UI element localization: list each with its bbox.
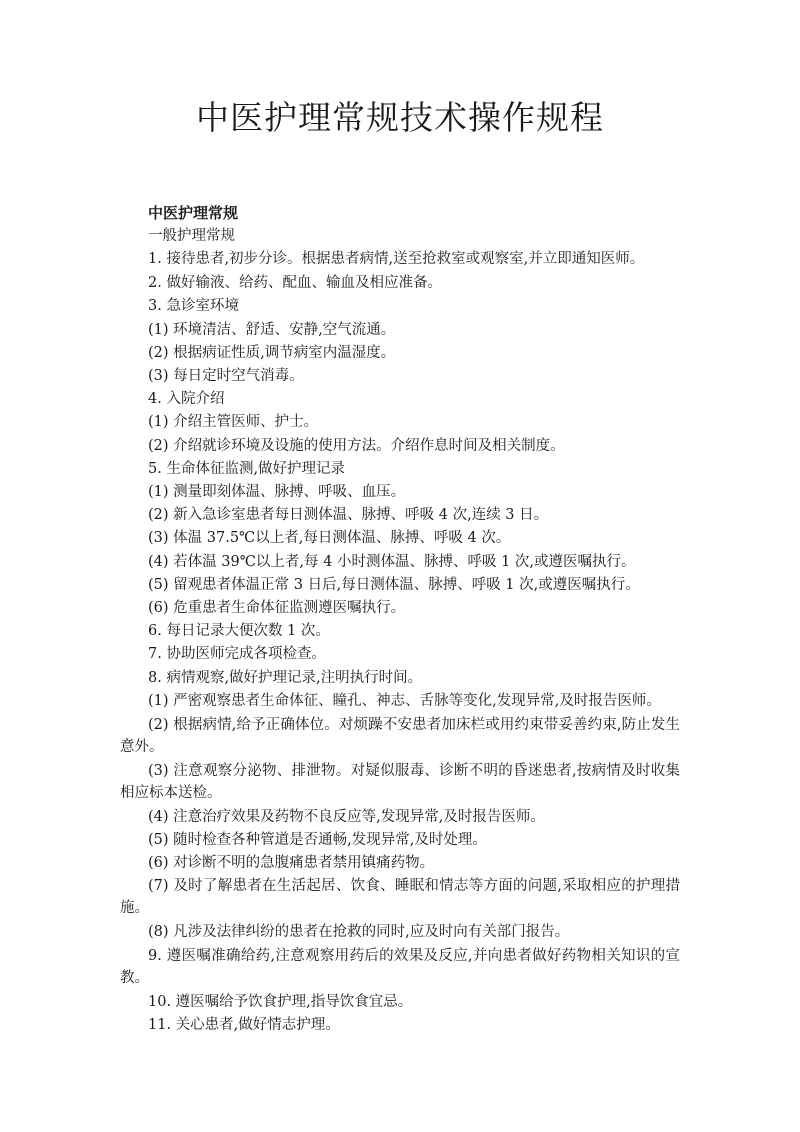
subsection-heading: 一般护理常规 (148, 228, 235, 244)
list-item: (6) 危重患者生命体征监测遵医嘱执行。 (148, 600, 406, 617)
section-heading: 中医护理常规 (148, 204, 239, 222)
list-item: (6) 对诊断不明的急腹痛患者禁用镇痛药物。 (148, 855, 435, 872)
list-item: (1) 测量即刻体温、脉搏、呼吸、血压。 (148, 484, 406, 501)
list-item: (4) 注意治疗效果及药物不良反应等,发现异常,及时报告医师。 (148, 808, 545, 825)
list-item: 4. 入院介绍 (148, 391, 225, 408)
list-item: (7) 及时了解患者在生活起居、饮食、睡眠和情志等方面的问题,采取相应的护理措施。 (120, 878, 680, 917)
list-item: (2) 介绍就诊环境及设施的使用方法。介绍作息时间及相关制度。 (148, 437, 565, 454)
list-item: 11. 关心患者,做好情志护理。 (148, 1016, 340, 1033)
list-item: (2) 根据病情,给予正确体位。对烦躁不安患者加床栏或用约束带妥善约束,防止发生意外。 (120, 716, 680, 755)
list-item: (5) 留观患者体温正常 3 日后,每日测体温、脉搏、呼吸 1 次,或遵医嘱执行。 (148, 576, 640, 593)
list-item: 6. 每日记录大便次数 1 次。 (148, 623, 330, 640)
list-item: (2) 根据病证性质,调节病室内温湿度。 (148, 344, 396, 361)
list-item: (1) 严密观察患者生命体征、瞳孔、神志、舌脉等变化,发现异常,及时报告医师。 (148, 692, 661, 709)
list-item: (3) 体温 37.5℃以上者,每日测体温、脉搏、呼吸 4 次。 (148, 530, 511, 547)
list-item: 10. 遵医嘱给予饮食护理,指导饮食宜忌。 (148, 993, 413, 1010)
list-item: (2) 新入急诊室患者每日测体温、脉搏、呼吸 4 次,连续 3 日。 (148, 507, 549, 524)
list-item: (5) 随时检查各种管道是否通畅,发现异常,及时处理。 (148, 832, 487, 849)
list-item: (3) 注意观察分泌物、排泄物。对疑似服毒、诊断不明的昏迷患者,按病情及时收集相应标本送检。 (120, 762, 680, 801)
list-item: 5. 生命体征监测,做好护理记录 (148, 460, 346, 477)
list-item: (1) 环境清洁、舒适、安静,空气流通。 (148, 321, 396, 338)
list-item: 9. 遵医嘱准确给药,注意观察用药后的效果及反应,并向患者做好药物相关知识的宣教。 (120, 947, 680, 986)
document-title: 中医护理常规技术操作规程 (196, 98, 604, 137)
document-body (120, 202, 680, 1037)
list-item: (3) 每日定时空气消毒。 (148, 368, 304, 385)
list-item: (8) 凡涉及法律纠纷的患者在抢救的同时,应及时向有关部门报告。 (148, 924, 570, 941)
list-item: (1) 介绍主管医师、护士。 (148, 414, 319, 431)
list-item: 7. 协助医师完成各项检查。 (148, 646, 326, 663)
list-item: (4) 若体温 39℃以上者,每 4 小时测体温、脉搏、呼吸 1 次,或遵医嘱执行。 (148, 553, 636, 570)
list-item: 2. 做好输液、给药、配血、输血及相应准备。 (148, 275, 442, 292)
list-item: 1. 接待患者,初步分诊。根据患者病情,送至抢救室或观察室,并立即通知医师。 (148, 251, 645, 268)
list-item: 3. 急诊室环境 (148, 298, 239, 315)
list-item: 8. 病情观察,做好护理记录,注明执行时间。 (148, 669, 423, 686)
